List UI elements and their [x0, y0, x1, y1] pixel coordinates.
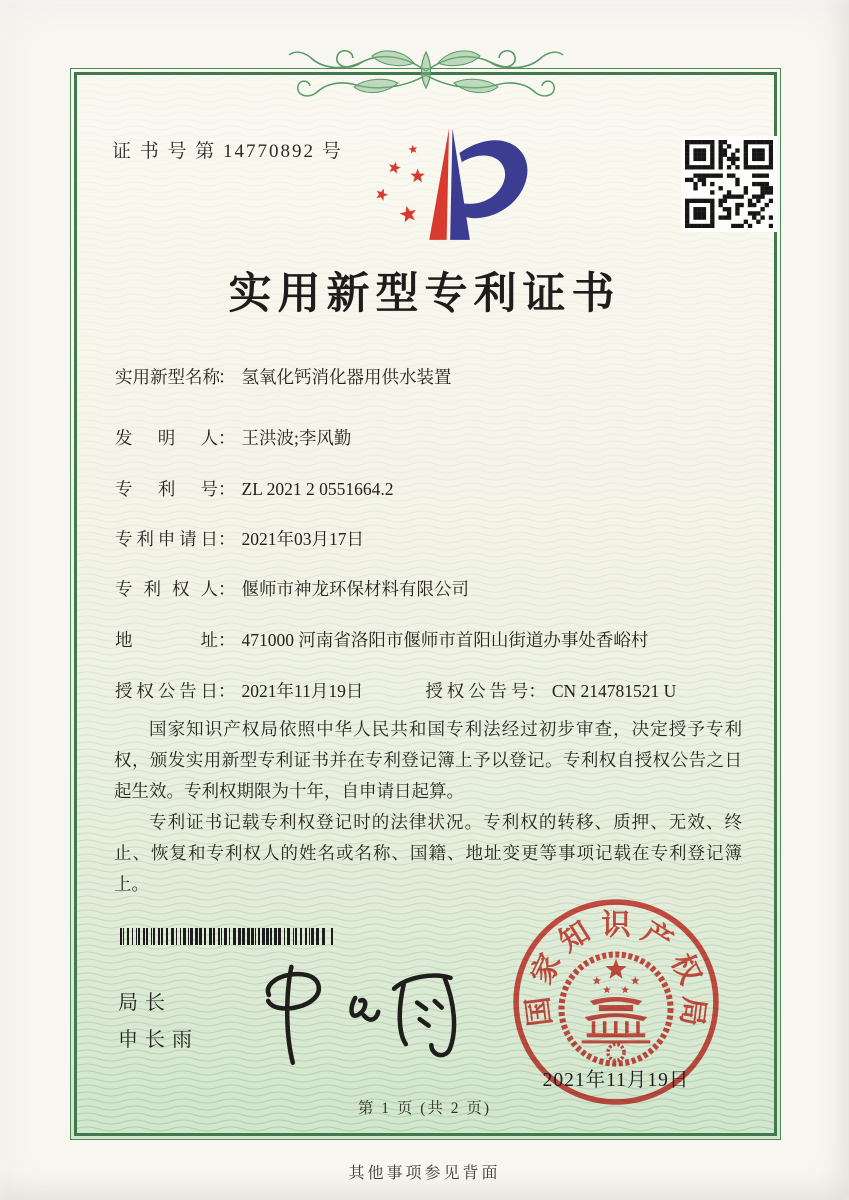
field-row-patent-no	[115, 476, 745, 501]
cnipa-logo-icon	[360, 118, 538, 248]
page-footer: 第 1 页 (共 2 页)	[357, 1100, 492, 1117]
field-value: 氢氧化钙消化器用供水装置	[241, 367, 452, 387]
field-colon: ：	[218, 630, 236, 650]
field-value: 偃师市神龙环保材料有限公司	[241, 579, 469, 599]
field-colon: ：	[218, 367, 236, 387]
grant-no-value: CN 214781521 U	[551, 681, 677, 701]
field-row-grant	[115, 678, 745, 703]
field-label: 专利权人	[115, 579, 218, 599]
field-colon: ：	[218, 681, 236, 701]
field-colon: ：	[218, 428, 236, 448]
qr-code-icon	[681, 136, 777, 232]
field-colon: ：	[218, 479, 236, 499]
svg-text:产: 产	[636, 915, 678, 959]
seal-date: 2021年11月19日	[542, 1070, 690, 1091]
field-colon: ：	[218, 529, 236, 549]
field-value: 王洪波;李风勤	[241, 428, 352, 448]
svg-text:局: 局	[674, 994, 710, 1028]
field-label: 专利申请日	[115, 529, 218, 549]
field-label: 专利号	[115, 479, 218, 499]
field-row-filing-date	[115, 526, 745, 551]
barcode-icon	[120, 928, 334, 945]
field-label: 地址	[115, 630, 218, 650]
handwritten-signature-icon	[240, 942, 479, 1075]
certificate-title: 实用新型专利证书	[228, 271, 621, 318]
frame-flourish-icon	[286, 43, 566, 99]
field-colon: ：	[528, 681, 546, 701]
back-note: 其他事项参见背面	[348, 1165, 501, 1182]
field-row-patentee	[115, 576, 745, 601]
field-value: 2021年03月17日	[241, 529, 364, 549]
svg-text:家: 家	[525, 949, 568, 990]
legal-text	[114, 714, 742, 900]
svg-text:知: 知	[554, 915, 596, 959]
field-label: 实用新型名称	[115, 367, 220, 387]
field-row-inventor	[115, 425, 745, 450]
field-value: ZL 2021 2 0551664.2	[241, 479, 394, 499]
certificate-number: 证 书 号 第 14770892 号	[112, 141, 343, 162]
grant-date-value: 2021年11月19日	[241, 681, 364, 701]
signer-title: 局长	[118, 992, 172, 1014]
field-value: 471000 河南省洛阳市偃师市首阳山街道办事处香峪村	[241, 630, 649, 650]
grant-no-label: 授权公告号	[425, 681, 529, 701]
field-label: 发明人	[115, 428, 218, 448]
svg-text:权: 权	[664, 949, 707, 990]
signer-name: 申长雨	[118, 1029, 199, 1051]
legal-paragraph-2: 专利证书记载专利权登记时的法律状况。专利权的转移、质押、无效、终止、恢复和专利权人的姓名或名称、国籍、地址变更等事项记载在专利登记簿上。	[114, 812, 742, 894]
legal-paragraph-1: 国家知识产权局依照中华人民共和国专利法经过初步审查，决定授予专利权，颁发实用新型专利证书并在专利登记簿上予以登记。专利权自授权公告之日起生效。专利权期限为十年，自申请日起算。	[114, 719, 742, 801]
svg-text:国: 国	[522, 994, 558, 1028]
field-row-name	[115, 364, 745, 389]
field-row-address	[115, 627, 745, 652]
grant-date-label: 授权公告日	[115, 681, 218, 701]
field-colon: ：	[218, 579, 236, 599]
svg-text:识: 识	[601, 909, 631, 942]
